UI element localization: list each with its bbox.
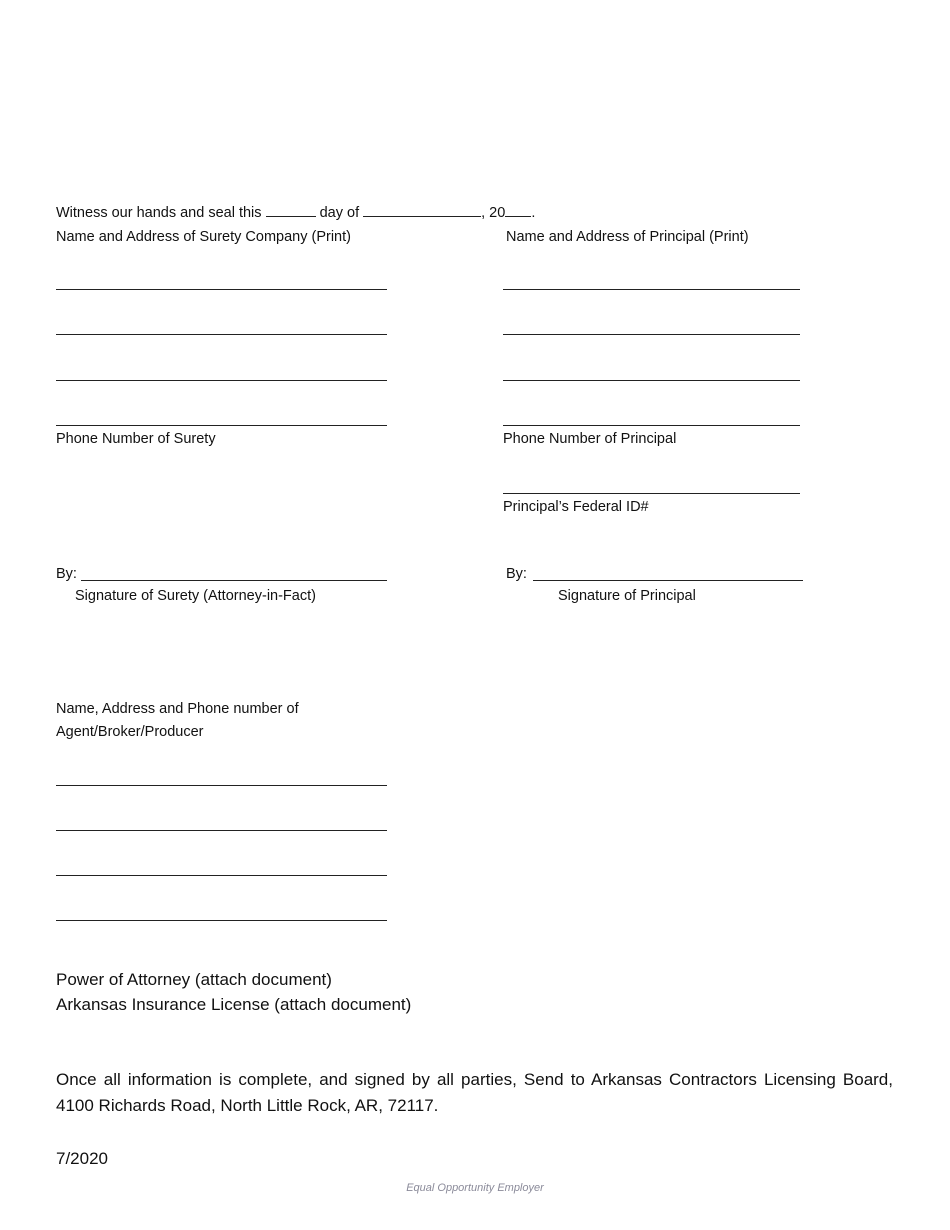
principal-address-line-2[interactable] [503, 334, 800, 335]
witness-month-blank[interactable] [363, 204, 481, 217]
surety-address-line-1[interactable] [56, 289, 387, 290]
witness-day-word: day of [319, 205, 360, 221]
principal-address-line-1[interactable] [503, 289, 800, 290]
surety-signature-label: Signature of Surety (Attorney-in-Fact) [75, 588, 316, 604]
witness-year-prefix: , 20 [481, 205, 506, 221]
principal-by-label: By: [506, 566, 527, 582]
principal-signature-label: Signature of Principal [558, 588, 696, 604]
principal-federal-id-line[interactable] [503, 493, 800, 494]
witness-end: . [531, 205, 536, 221]
principal-address-line-4[interactable] [503, 425, 800, 426]
surety-address-line-3[interactable] [56, 380, 387, 381]
witness-prefix: Witness our hands and seal this [56, 205, 262, 221]
surety-by-label: By: [56, 566, 77, 582]
principal-federal-id-label: Principal’s Federal ID# [503, 499, 649, 515]
surety-phone-label: Phone Number of Surety [56, 431, 216, 447]
principal-name-address-label: Name and Address of Principal (Print) [506, 229, 749, 245]
submission-instructions: Once all information is complete, and signed by all parties, Send to Arkansas Contractors Licensing Board, 4100 Richards Road, North Little Rock, AR, 72117. [56, 1070, 893, 1115]
power-of-attorney-note: Power of Attorney (attach document) [56, 970, 332, 989]
footer-equal-opportunity: Equal Opportunity Employer [406, 1182, 544, 1194]
agent-label-line-1: Name, Address and Phone number of [56, 701, 299, 717]
agent-line-2[interactable] [56, 830, 387, 831]
principal-signature-line[interactable] [533, 580, 803, 581]
witness-line [56, 204, 535, 222]
principal-phone-label: Phone Number of Principal [503, 431, 677, 447]
agent-line-3[interactable] [56, 875, 387, 876]
surety-address-line-2[interactable] [56, 334, 387, 335]
surety-signature-line[interactable] [81, 580, 387, 581]
agent-label-line-2: Agent/Broker/Producer [56, 724, 204, 740]
surety-address-line-4[interactable] [56, 425, 387, 426]
principal-address-line-3[interactable] [503, 380, 800, 381]
surety-name-address-label: Name and Address of Surety Company (Print) [56, 229, 351, 245]
witness-year-blank[interactable] [505, 204, 531, 217]
agent-line-1[interactable] [56, 785, 387, 786]
insurance-license-note: Arkansas Insurance License (attach document) [56, 995, 412, 1014]
revision-date: 7/2020 [56, 1149, 108, 1168]
witness-day-blank[interactable] [266, 204, 316, 217]
agent-line-4[interactable] [56, 920, 387, 921]
